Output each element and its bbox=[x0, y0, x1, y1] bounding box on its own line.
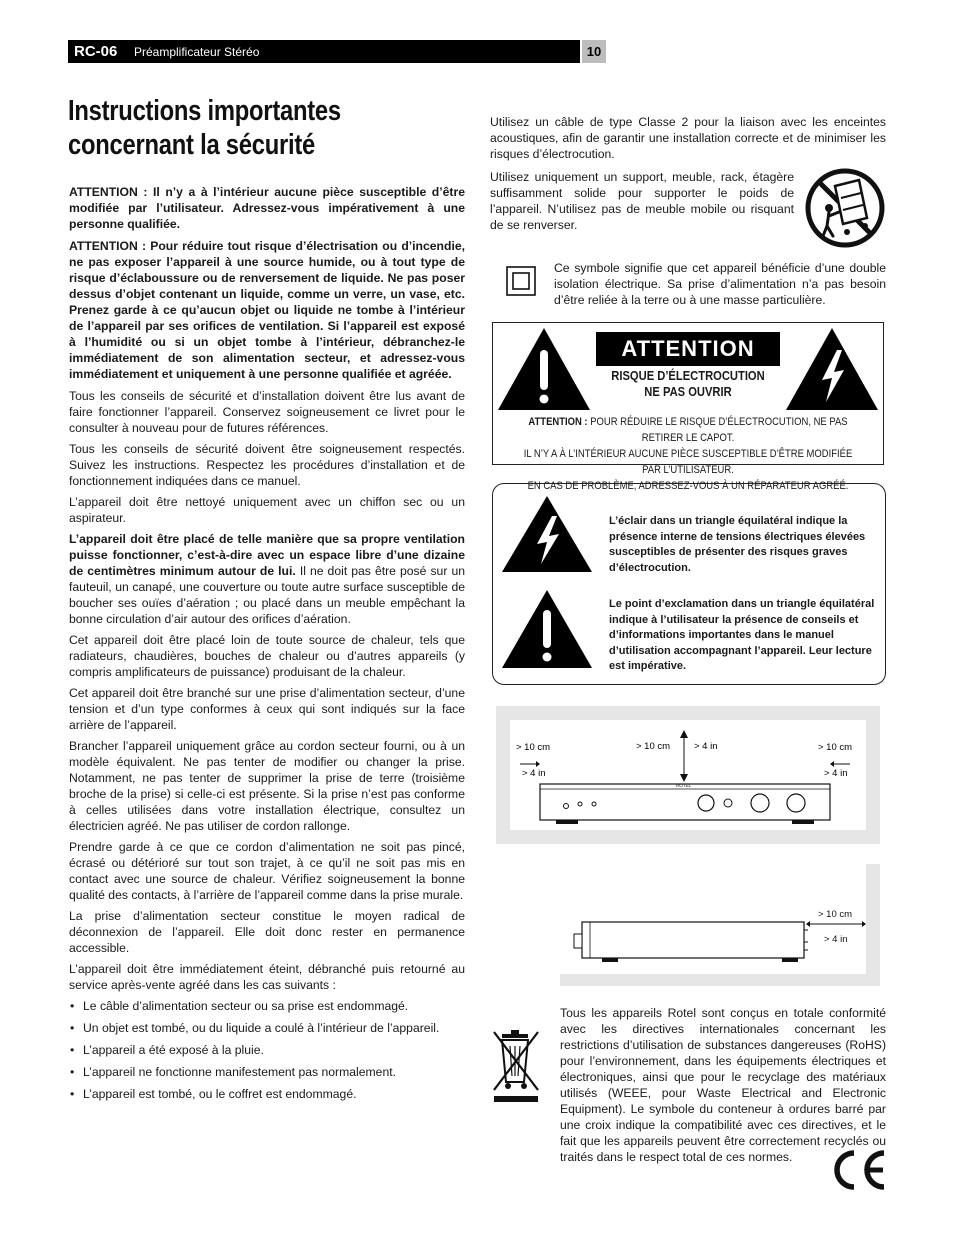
crossed-bin-icon bbox=[490, 1026, 542, 1104]
list-item: • Le câble d’alimentation secteur ou sa prise est endommagé. bbox=[69, 998, 465, 1014]
header-subtitle: Préamplificateur Stéréo bbox=[134, 45, 260, 59]
exclamation-explanation: Le point d’exclamation dans un triangle équilatéral indique à l’utilisateur la présence de conseils et d’informations importantes dans le manuel d’utilisation accompagnant l’appareil. Leur lecture est impérative. bbox=[609, 598, 875, 673]
attention-note bbox=[523, 414, 853, 494]
list-item: • L’appareil est tombé, ou le coffret est endommagé. bbox=[69, 1086, 465, 1102]
double-insulation-icon bbox=[506, 266, 536, 296]
left-column bbox=[69, 184, 465, 1108]
note-line-1: POUR RÉDUIRE LE RISQUE D’ÉLECTROCUTION, NE PAS RETIRER LE CAPOT. bbox=[587, 416, 848, 444]
stand-paragraph: Utilisez uniquement un support, meuble, rack, étagère suffisamment solide pour supporter le poids de l’appareil. N’utilisez pas de meuble mobile ou risquant de se renverser. bbox=[490, 170, 794, 232]
warning-lightning-icon bbox=[784, 326, 880, 412]
note-label: ATTENTION : bbox=[528, 416, 588, 428]
no-cart-tipping-icon bbox=[805, 168, 885, 248]
front-right-bottom-label: > 4 in bbox=[824, 768, 848, 779]
class2-cable-paragraph: Utilisez un câble de type Classe 2 pour la liaison avec les enceintes acoustiques, afin de garantir une installation correcte et de minimiser les risques d’électrocution. bbox=[490, 115, 886, 161]
ventilation-rest: Il ne doit pas être posé sur un fauteuil, un canapé, une couverture ou toute autre surface susceptible de boucher ses ouïes d’aération ; ou placé dans un meuble empêchant la bonne circulation d’air autour des orifices d’aération. bbox=[69, 564, 465, 626]
paragraph-read-instructions: Tous les conseils de sécurité et d’installation doivent être lus avant de faire fonctionner l’appareil. Conservez soigneusement ce livret pour le consulter à nouveau pour de futures références. bbox=[69, 389, 465, 435]
service-conditions-list bbox=[69, 998, 465, 1102]
ce-mark-icon bbox=[828, 1147, 888, 1193]
front-center-left-label: > 10 cm bbox=[636, 741, 671, 752]
list-item: • L’appareil ne fonctionne manifestement pas normalement. bbox=[69, 1064, 465, 1080]
attention-word: ATTENTION bbox=[621, 336, 755, 361]
ventilation-side-diagram bbox=[560, 864, 880, 986]
paragraph-cord-care: Prendre garde à ce que ce cordon d’alimentation ne soit pas pincé, écrasé ou détérioré sur tout son trajet, à ce qu’il ne soit pas mis en contact avec une source de chaleur. Vérifiez soigneusement la bonne qualité des contacts, à l’arrière de l’appareil comme dans la prise murale. bbox=[69, 840, 465, 902]
paragraph-disconnect: La prise d’alimentation secteur constitue le moyen radical de déconnexion de l’appareil. Elle doit donc rester en permanence accessible. bbox=[69, 909, 465, 955]
warning-exclamation-icon bbox=[496, 326, 592, 412]
paragraph-cleaning: L’appareil doit être nettoyé uniquement avec un chiffon sec ou un aspirateur. bbox=[69, 495, 465, 525]
front-right-top-label: > 10 cm bbox=[818, 742, 853, 753]
lightning-triangle-icon bbox=[500, 494, 594, 574]
warning-paragraph-2: ATTENTION : Pour réduire tout risque d’électrisation ou d’incendie, ne pas exposer l’appareil à une source humide, ou à tout type de risque d’éclaboussure ou de renversement de liquide. Ne pas poser dessus d’objet contenant un liquide, comme un verre, un vase, etc. Prenez garde à ce qu’aucun objet ou liquide ne tombe à l’intérieur de l’appareil par ses orifices de ventilation. Si l’appareil est exposé à l’humidité ou si un objet tombe à l’intérieur, débranchez-le immédiatement de son alimentation secteur, et adressez-vous immédiatement et uniquement à une personne qualifiée et agréée. bbox=[69, 239, 465, 381]
side-top-label: > 10 cm bbox=[818, 909, 853, 920]
warning-paragraph-1: ATTENTION : Il n’y a à l’intérieur aucune pièce susceptible d’être modifiée par l’utilisateur. Adressez-vous impérativement à une personne qualifiée. bbox=[69, 185, 465, 231]
paragraph-ventilation bbox=[69, 531, 465, 627]
paragraph-follow-instructions: Tous les conseils de sécurité doivent être soigneusement respectés. Suivez les instructions. Respectez les procédures d’installation et de fonctionnement indiquées dans ce manuel. bbox=[69, 442, 465, 488]
ventilation-front-diagram bbox=[496, 706, 880, 844]
lightning-explanation: L’éclair dans un triangle équilatéral indique la présence interne de tensions électriques élevées susceptibles de présenter des risques graves d’électrocution. bbox=[609, 515, 866, 574]
rohs-paragraph: Tous les appareils Rotel sont conçus en totale conformité avec les directives internationales concernant les restrictions d’utilisation de substances dangereuses (RoHS) pour l’environnement, dans les équipements électriques et électroniques, ainsi que pour le recyclage des matériaux utilisés (WEEE, pour Waste Electrical and Electronic Equipment). Le symbole du conteneur à ordures barré par une croix indique la compatibilité avec ces directives, et le fait que les appareils peuvent être correctement recyclés ou traités dans le respect total de ces normes. bbox=[560, 1006, 886, 1164]
front-left-top-label: > 10 cm bbox=[516, 742, 551, 753]
page-title: Instructions importantes concernant la sécurité bbox=[68, 95, 341, 161]
paragraph-power-cord: Brancher l’appareil uniquement grâce au cordon secteur fourni, ou à un modèle équivalent. Ne pas tenter de modifier ou changer la prise. Notamment, ne pas tenter de supprimer la prise de terre (troisième broche de la prise) si celle-ci est présente. Si la prise n’est pas conforme à celles utilisées dans votre installation électrique, consultez un électricien agréé. Ne pas utiliser de cordon rallonge. bbox=[69, 739, 465, 833]
front-left-bottom-label: > 4 in bbox=[522, 768, 546, 779]
side-bottom-label: > 4 in bbox=[824, 934, 848, 945]
paragraph-power-outlet: Cet appareil doit être branché sur une prise d’alimentation secteur, d’une tension et d’un type conformes à ceux qui sont indiqués sur la face arrière de l’appareil. bbox=[69, 686, 465, 732]
ventilation-bold: L’appareil doit être placé de telle manière que sa propre ventilation puisse fonctionner, c’est-à-dire avec un espace libre d’une dizaine de centimètres minimum autour de lui. bbox=[69, 532, 465, 578]
exclamation-triangle-icon bbox=[500, 588, 594, 670]
note-line-2: IL N’Y A À L’INTÉRIEUR AUCUNE PIÈCE SUSCEPTIBLE D’ÊTRE MODIFIÉE PAR L’UTILISATEUR. bbox=[523, 448, 853, 476]
list-item: • L’appareil a été exposé à la pluie. bbox=[69, 1042, 465, 1058]
attention-risk bbox=[609, 368, 767, 400]
page-number: 10 bbox=[586, 44, 602, 59]
double-insulation-paragraph: Ce symbole signifie que cet appareil bénéficie d’une double isolation électrique. Sa prise d’alimentation n’a pas besoin d’être reliée à la terre ou à une masse particulière. bbox=[554, 261, 886, 307]
paragraph-service: L’appareil doit être immédiatement éteint, débranché puis retourné au service après-vente agréé dans les cas suivants : bbox=[69, 962, 465, 992]
list-item: • Un objet est tombé, ou du liquide a coulé à l’intérieur de l’appareil. bbox=[69, 1020, 465, 1036]
note-line-3: EN CAS DE PROBLÈME, ADRESSEZ-VOUS À UN RÉPARATEUR AGRÉÉ. bbox=[527, 480, 849, 492]
risk-line-2: NE PAS OUVRIR bbox=[644, 384, 732, 399]
front-center-right-label: > 4 in bbox=[694, 741, 718, 752]
paragraph-heat: Cet appareil doit être placé loin de toute source de chaleur, tels que radiateurs, chaudières, bouches de chaleur ou d’autres appareils (y compris amplificateurs de puissance) produisant de la chaleur. bbox=[69, 633, 465, 679]
risk-line-1: RISQUE D’ÉLECTROCUTION bbox=[611, 368, 765, 383]
header-model: RC-06 bbox=[74, 43, 118, 60]
device-brand-logo: ROTEL bbox=[676, 783, 692, 788]
